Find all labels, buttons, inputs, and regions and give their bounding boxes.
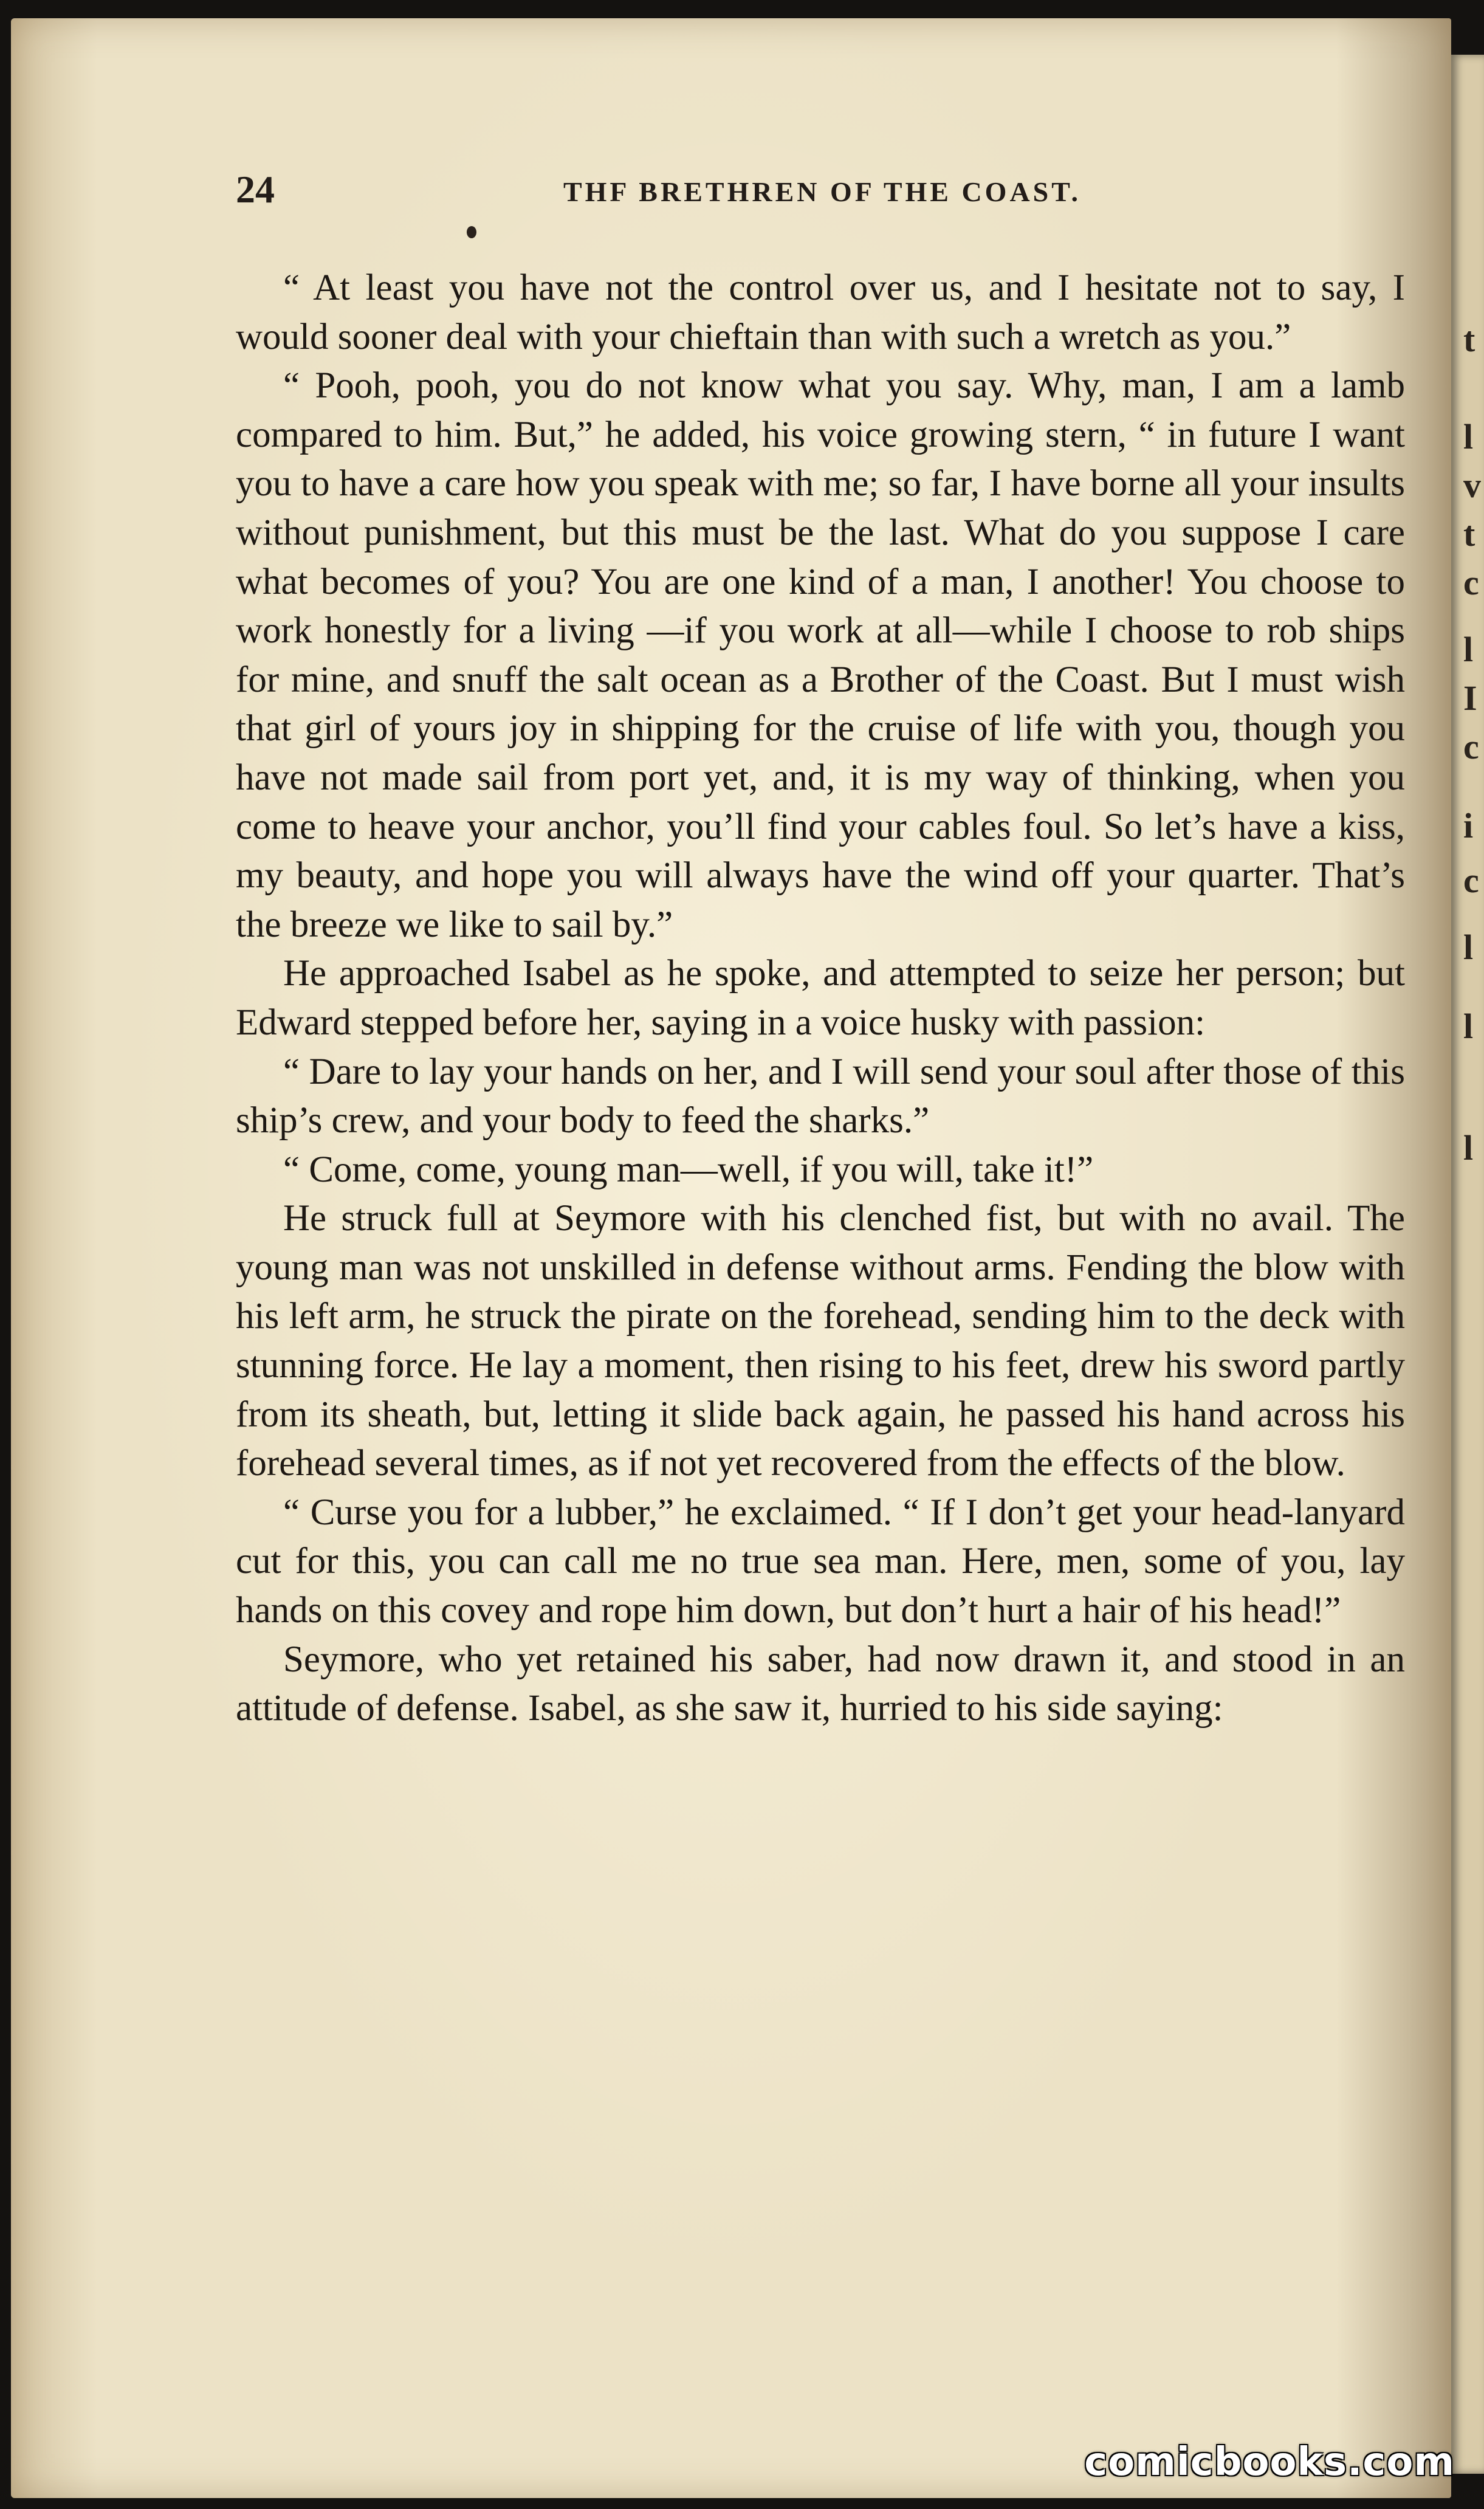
body-text — [236, 264, 1405, 1733]
ink-dot — [467, 226, 476, 238]
facing-page-letter: l — [1463, 417, 1474, 456]
page-number: 24 — [236, 168, 275, 211]
paragraph: “ At least you have not the control over us, and I hesitate not to say, I would sooner deal with your chieftain than with such a wretch as you.” — [236, 267, 1405, 357]
facing-page-letter: l — [1463, 1007, 1474, 1046]
facing-page-letter: t — [1463, 514, 1475, 554]
watermark: comicbooks.com — [1084, 2440, 1455, 2485]
facing-page-letter: c — [1463, 563, 1479, 602]
facing-page-letter: t — [1463, 320, 1475, 359]
facing-page-letter: l — [1463, 928, 1474, 967]
paragraph: “ Dare to lay your hands on her, and I will send your soul after those of this ship’s crew, and your body to feed the sharks.” — [236, 1051, 1405, 1141]
paragraph: “ Come, come, young man—well, if you will, take it!” — [283, 1149, 1094, 1190]
paragraph: Seymore, who yet retained his saber, had now drawn it, and stood in an attitude of defense. Isabel, as she saw it, hurried to his side saying: — [236, 1639, 1405, 1729]
running-title: THF BRETHREN OF THE COAST. — [563, 176, 1082, 207]
facing-page-letter: c — [1463, 727, 1479, 766]
facing-page-letter: c — [1463, 861, 1479, 900]
facing-page-letter: v — [1463, 466, 1481, 505]
page-header — [236, 165, 1409, 214]
paragraph: He struck full at Seymore with his clenched fist, but with no avail. The young man was not unskilled in defense without arms. Fending the blow with his left arm, he struck the pirate on the forehead, sending him to the deck with stunning force. He lay a moment, then rising to his feet, drew his sword partly from its sheath, but, letting it slide back again, he passed his hand across his forehead several times, as if not yet recovered from the effects of the blow. — [236, 1198, 1405, 1484]
paragraph: “ Curse you for a lubber,” he exclaimed. “ If I don’t get your head-lanyard cut for this, you can call me no true sea man. Here, men, some of you, lay hands on this covey and rope him down, but don’t hurt a hair of his head!” — [236, 1492, 1405, 1631]
facing-page-letter: i — [1463, 806, 1474, 845]
paragraph: He approached Isabel as he spoke, and attempted to seize her person; but Edward stepped before her, saying in a voice husky with passion: — [236, 953, 1405, 1043]
paragraph: “ Pooh, pooh, you do not know what you say. Why, man, I am a lamb compared to him. But,” he added, his voice growing stern, “ in future I want you to have a care how you speak with me; so far, I have borne all your insults without punishment, but this must be the last. What do you suppose I care what becomes of you? You are one kind of a man, I another! You choose to work honestly for a living —if you work at all—while I choose to rob ships for mine, and snuff the salt ocean as a Brother of the Coast. But I must wish that girl of yours joy in shipping for the cruise of life with you, though you have not made sail from port yet, and, it is my way of thinking, when you come to heave your anchor, you’ll find your cables foul. So let’s have a kiss, my beauty, and hope you will always have the wind off your quarter. That’s the breeze we like to sail by.” — [236, 365, 1405, 945]
facing-page-letter: I — [1463, 678, 1477, 718]
facing-page-letter: l — [1463, 1128, 1474, 1168]
facing-page-letter: l — [1463, 630, 1474, 669]
